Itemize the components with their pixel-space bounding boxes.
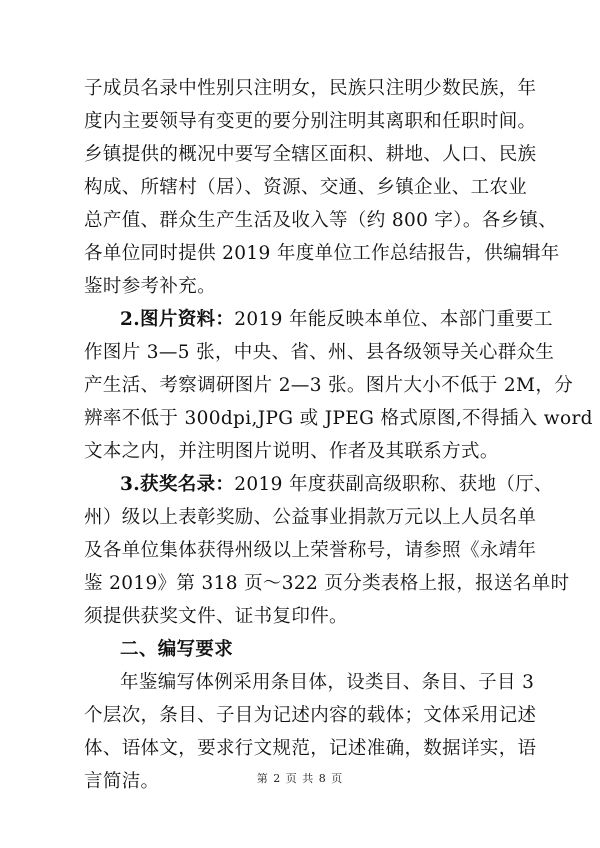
body-line: 鉴时参考补充。: [84, 276, 216, 297]
item-3-first-line: [120, 468, 553, 501]
section-heading-writing-requirements: 二、编写要求: [120, 639, 234, 660]
body-line: 言简洁。: [84, 771, 160, 792]
body-line: 州）级以上表彰奖励、公益事业捐款万元以上人员名单: [84, 507, 537, 528]
item-3-text: 2019 年度获副高级职称、获地（厅、: [234, 474, 553, 495]
body-line: 子成员名录中性别只注明女，民族只注明少数民族，年: [84, 78, 537, 99]
body-line: 乡镇提供的概况中要写全辖区面积、耕地、人口、民族: [84, 144, 537, 165]
body-line: 作图片 3—5 张，中央、省、州、县各级领导关心群众生: [84, 342, 555, 363]
body-line: 各单位同时提供 2019 年度单位工作总结报告，供编辑年: [84, 243, 560, 264]
body-line: 构成、所辖村（居）、资源、交通、乡镇企业、工农业: [84, 177, 528, 198]
body-line: 须提供获奖文件、证书复印件。: [84, 606, 348, 627]
item-2-label: 2.图片资料：: [120, 309, 235, 330]
item-2-text: 2019 年能反映本单位、本部门重要工: [234, 309, 553, 330]
body-line: 产生活、考察调研图片 2—3 张。图片大小不低于 2M，分: [84, 375, 574, 396]
body-line: 年鉴编写体例采用条目体，设类目、条目、子目 3: [120, 672, 535, 693]
body-line: 文本之内，并注明图片说明、作者及其联系方式。: [84, 441, 499, 462]
body-line: 辨率不低于 300dpi,JPG 或 JPEG 格式原图,不得插入 word: [84, 408, 593, 429]
item-2-first-line: [120, 303, 553, 336]
body-line: 体、语体文，要求行文规范，记述准确，数据详实，语: [84, 738, 537, 759]
body-line: 度内主要领导有变更的要分别注明其离职和任职时间。: [84, 111, 537, 132]
body-line: 总产值、群众生产生活及收入等（约 800 字）。各乡镇、: [84, 210, 558, 231]
body-line: 及各单位集体获得州级以上荣誉称号，请参照《永靖年: [84, 540, 537, 561]
item-3-label: 3.获奖名录：: [120, 474, 235, 495]
body-line: 鉴 2019》第 318 页～322 页分类表格上报，报送名单时: [84, 573, 570, 594]
body-line: 个层次，条目、子目为记述内容的载体；文体采用记述: [84, 705, 537, 726]
page-number-footer: 第 2 页 共 8 页: [256, 772, 344, 785]
